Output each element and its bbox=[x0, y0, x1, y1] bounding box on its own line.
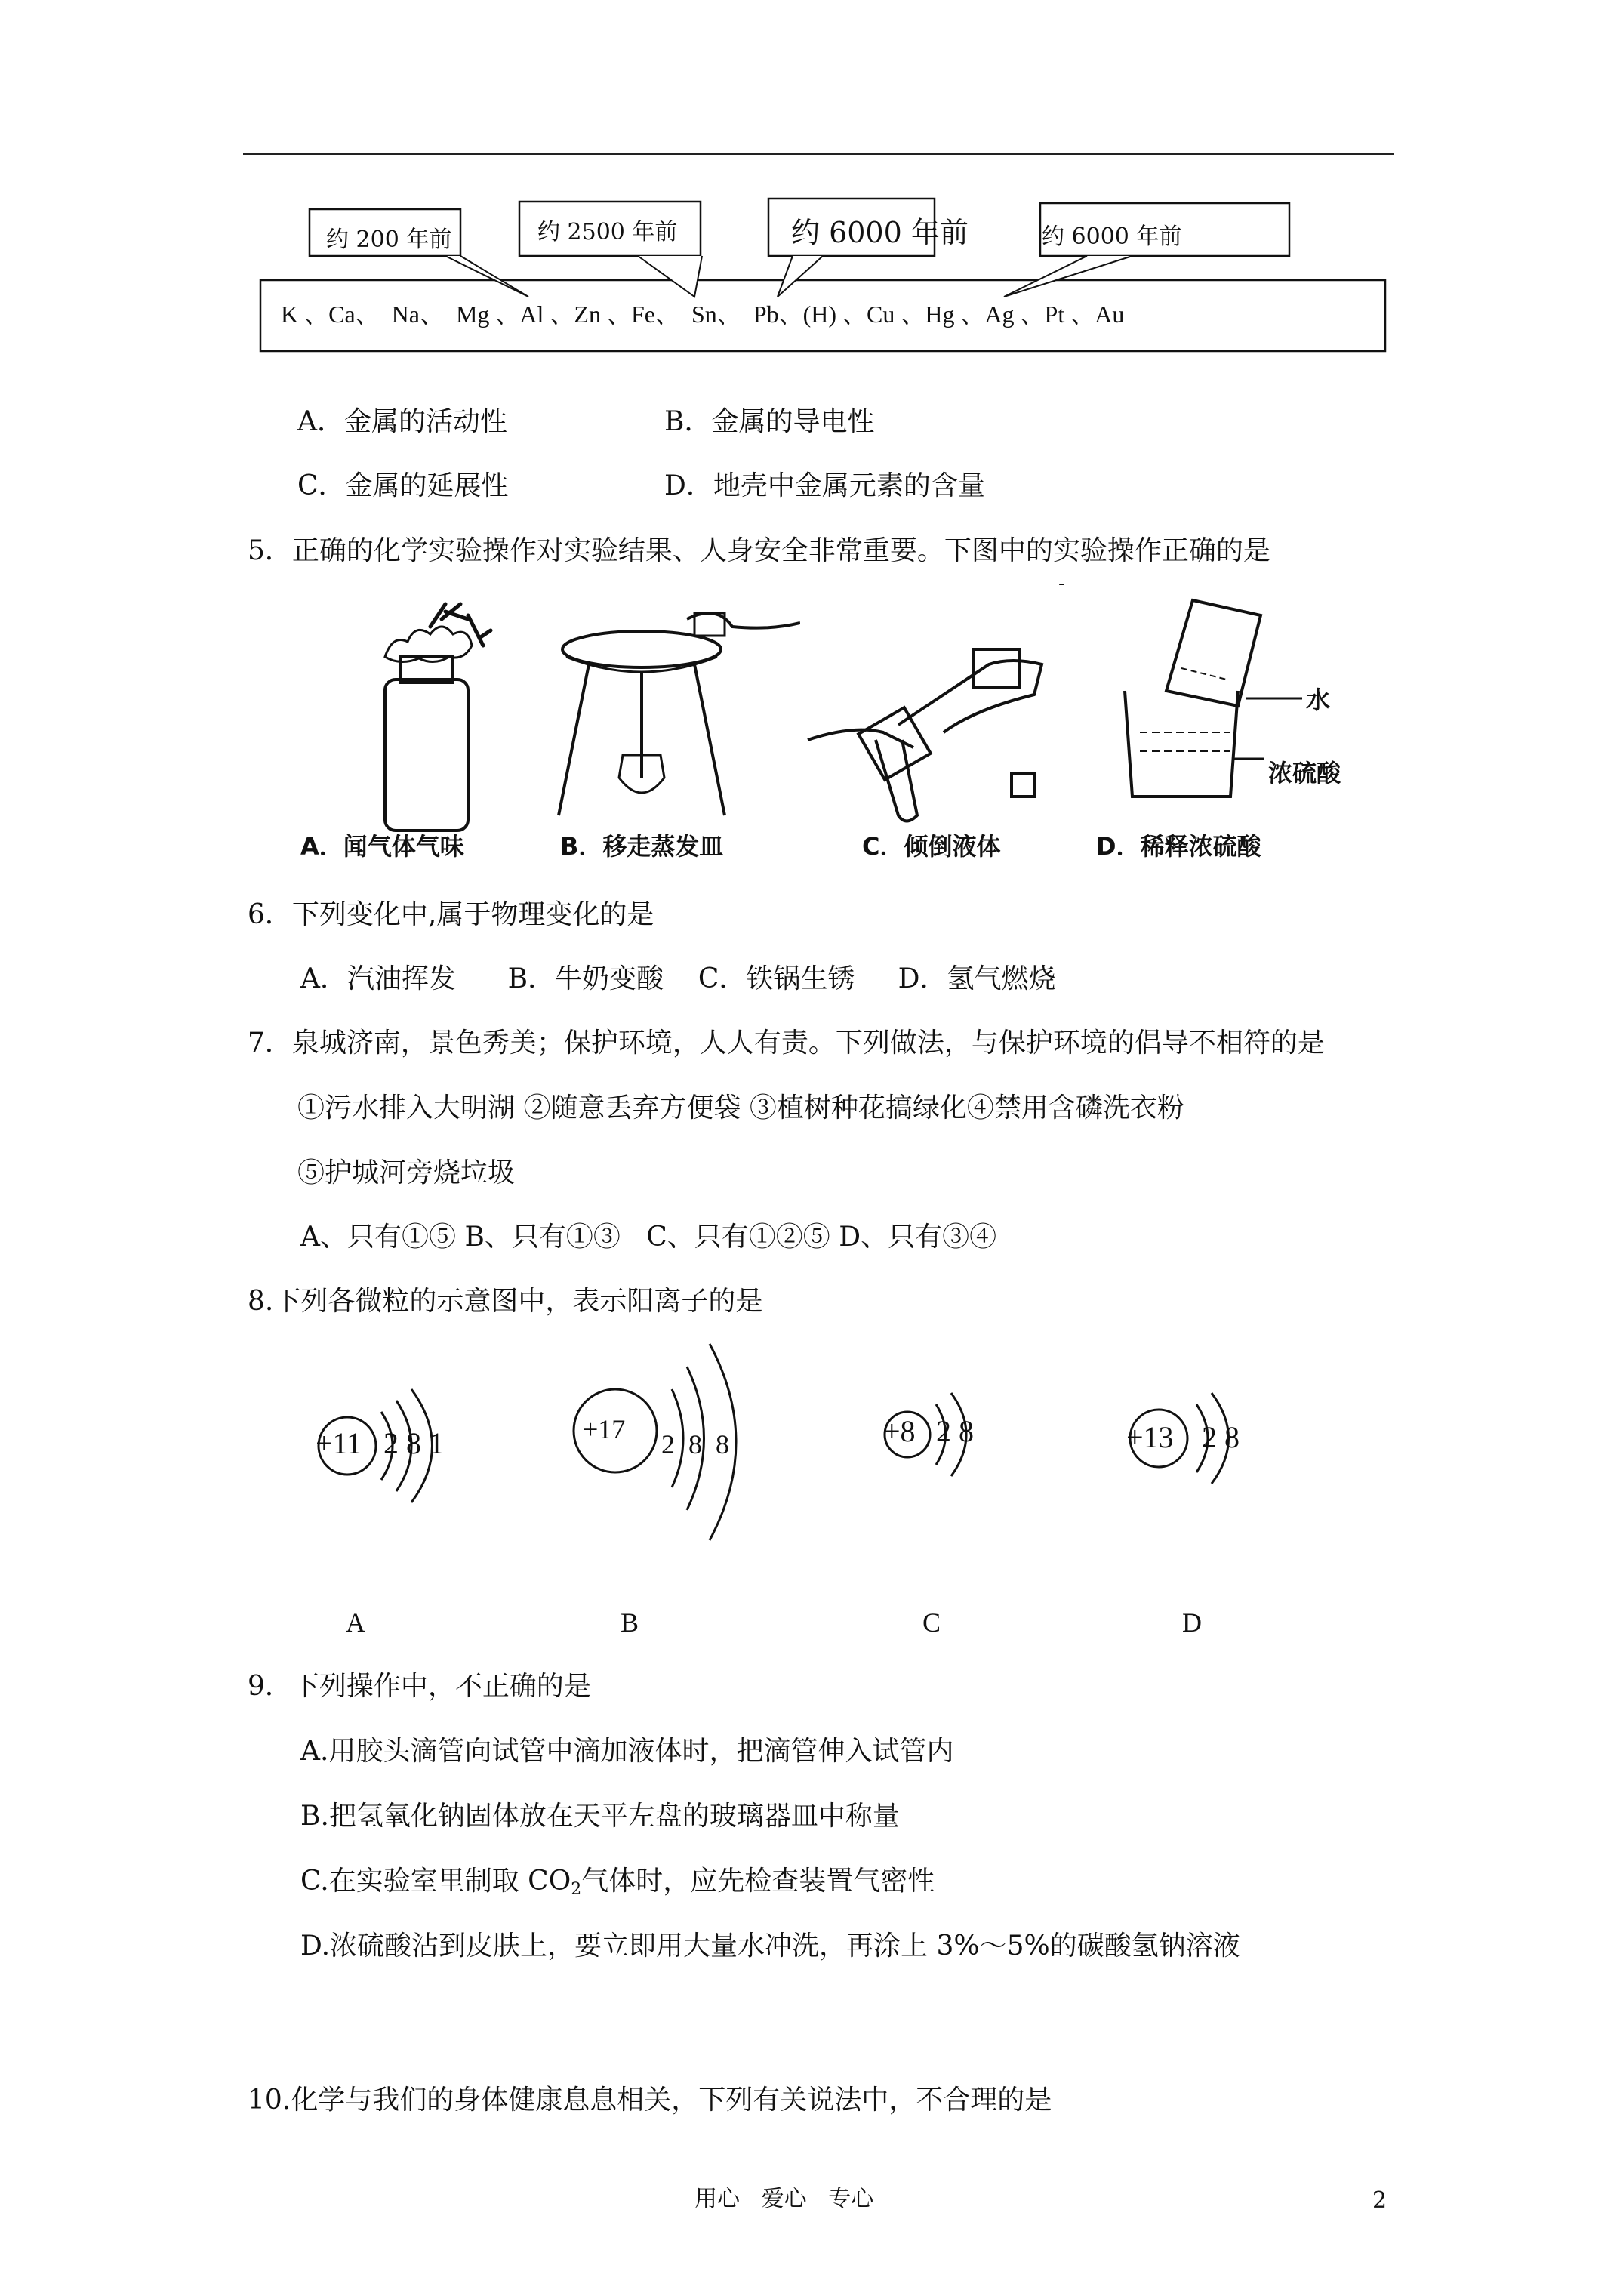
evaporating-dish-illustration bbox=[528, 604, 800, 831]
atom-letter-a: A bbox=[346, 1607, 365, 1638]
q5-label-a: A．闻气体气味 bbox=[300, 832, 464, 861]
q8-stem: 8.下列各微粒的示意图中，表示阳离子的是 bbox=[248, 1286, 763, 1317]
q9-option-d: D.浓硫酸沾到皮肤上，要立即用大量水冲洗，再涂上 3%～5%的碳酸氢钠溶液 bbox=[300, 1931, 1240, 1962]
atom-a-shells: 2 8 1 bbox=[383, 1426, 444, 1460]
q5-stem: 5．正确的化学实验操作对实验结果、人身安全非常重要。下图中的实验操作正确的是 bbox=[248, 535, 1270, 566]
q5-tick-mark: - bbox=[1058, 572, 1065, 595]
q9-option-c bbox=[300, 1865, 935, 1900]
q5-label-b: B．移走蒸发皿 bbox=[560, 832, 724, 861]
callout-date-3: 约 6000 年前 bbox=[791, 216, 969, 249]
pour-liquid-illustration bbox=[800, 604, 1057, 831]
q9-option-a: A.用胶头滴管向试管中滴加液体时，把滴管伸入试管内 bbox=[300, 1736, 954, 1767]
callout-date-1: 约 200 年前 bbox=[326, 227, 452, 252]
smell-gas-illustration bbox=[355, 596, 521, 838]
q4-option-c: C．金属的延展性 bbox=[297, 470, 509, 501]
q10-stem: 10.化学与我们的身体健康息息相关，下列有关说法中，不合理的是 bbox=[248, 2085, 1052, 2116]
q4-option-d: D．地壳中金属元素的含量 bbox=[664, 470, 985, 501]
pointer-1 bbox=[445, 256, 528, 297]
q9-option-c-pre: C.在实验室里制取 CO bbox=[300, 1866, 571, 1897]
q7-options: A、只有①⑤ B、只有①③ C、只有①②⑤ D、只有③④ bbox=[300, 1222, 997, 1253]
q7-items-line2: ⑤护城河旁烧垃圾 bbox=[297, 1157, 516, 1188]
atom-c-nucleus: +8 bbox=[883, 1414, 916, 1448]
callout-date-2: 约 2500 年前 bbox=[537, 219, 678, 245]
q7-stem: 7．泉城济南，景色秀美；保护环境，人人有责。下列做法，与保护环境的倡导不相符的是 bbox=[248, 1028, 1325, 1059]
q7-items-line1: ①污水排入大明湖 ②随意丢弃方便袋 ③植树种花搞绿化④禁用含磷洗衣粉 bbox=[297, 1093, 1184, 1123]
footer-motto: 用心 爱心 专心 bbox=[694, 2186, 874, 2212]
atom-letter-b: B bbox=[621, 1607, 639, 1638]
atom-d-shells: 2 8 bbox=[1202, 1420, 1240, 1454]
pointer-3 bbox=[778, 256, 823, 297]
metal-activity-series: K 、Ca、 Na、 Mg 、Al 、Zn 、Fe、 Sn、 Pb、(H) 、Cu 、Hg 、Ag 、Pt 、Au bbox=[281, 300, 1125, 328]
atom-letter-c: C bbox=[922, 1607, 941, 1638]
page-number: 2 bbox=[1372, 2187, 1387, 2214]
atom-c-shells: 2 8 bbox=[936, 1414, 974, 1448]
q9-stem: 9．下列操作中，不正确的是 bbox=[248, 1671, 591, 1702]
atom-b-shells: 2 8 8 bbox=[661, 1429, 729, 1459]
q9-option-c-post: 气体时，应先检查装置气密性 bbox=[581, 1866, 935, 1897]
acid-label: 浓硫酸 bbox=[1268, 759, 1341, 787]
q5-label-d: D．稀释浓硫酸 bbox=[1096, 832, 1261, 861]
atom-b-nucleus: +17 bbox=[583, 1414, 626, 1444]
pointer-4 bbox=[1004, 256, 1132, 297]
q6-stem: 6．下列变化中,属于物理变化的是 bbox=[248, 899, 654, 930]
q5-label-c: C．倾倒液体 bbox=[862, 832, 1001, 861]
atom-d-nucleus: +13 bbox=[1126, 1420, 1174, 1454]
callout-date-4: 约 6000 年前 bbox=[1042, 223, 1182, 249]
pointer-2 bbox=[638, 256, 702, 297]
atom-letter-d: D bbox=[1182, 1607, 1202, 1638]
header-rule bbox=[243, 153, 1394, 155]
q6-options: A．汽油挥发 B．牛奶变酸 C．铁锅生锈 D．氢气燃烧 bbox=[300, 963, 1056, 994]
water-label: 水 bbox=[1306, 686, 1331, 714]
q4-option-b: B．金属的导电性 bbox=[664, 406, 875, 437]
q9-option-b: B.把氢氧化钠固体放在天平左盘的玻璃器皿中称量 bbox=[300, 1801, 900, 1832]
q9-option-c-sub: 2 bbox=[571, 1880, 582, 1899]
q4-option-a: A．金属的活动性 bbox=[297, 406, 507, 437]
atom-a-nucleus: +11 bbox=[316, 1426, 362, 1460]
